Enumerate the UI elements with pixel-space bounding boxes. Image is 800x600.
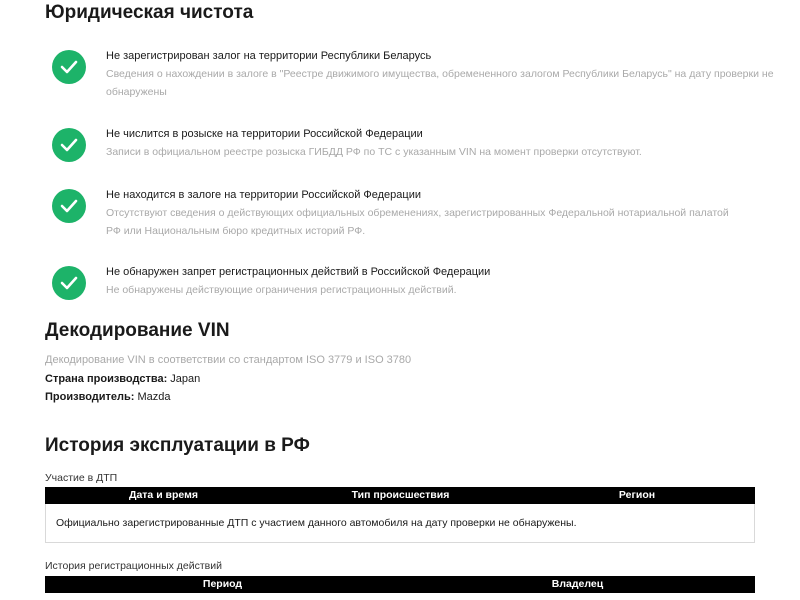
legal-section-title: Юридическая чистота (45, 2, 254, 23)
vin-maker-row (45, 389, 171, 405)
registrations-table-header (45, 576, 755, 593)
column-header-period: Период (202, 578, 243, 590)
check-item-pledge-rf (52, 187, 772, 243)
registrations-table-caption: История регистрационных действий (45, 560, 222, 572)
accidents-table (45, 487, 755, 543)
check-item-wanted-rf (52, 126, 772, 166)
check-item-description: Отсутствуют сведения о действующих официальных обременениях, зарегистрированных Федеральной нотариальной палатой РФ или Национальным бюро кредитных историй РФ. (106, 207, 729, 237)
vin-maker-value: Mazda (137, 391, 171, 403)
registrations-table (45, 576, 755, 593)
check-item-description: Не обнаружены действующие ограничения регистрационных действий. (106, 284, 457, 296)
column-header-datetime: Дата и время (128, 489, 199, 501)
column-header-region: Регион (618, 489, 656, 501)
column-header-incident-type: Тип происшествия (351, 489, 450, 501)
vin-standard-note: Декодирование VIN в соответствии со стандартом ISO 3779 и ISO 3780 (45, 354, 412, 366)
accidents-empty-message: Официально зарегистрированные ДТП с участием данного автомобиля на дату проверки не обнаружены. (45, 504, 755, 543)
check-icon (52, 50, 86, 84)
column-header-owner: Владелец (551, 578, 604, 590)
check-icon (52, 266, 86, 300)
accidents-table-caption: Участие в ДТП (45, 472, 118, 484)
vin-country-value: Japan (170, 373, 201, 385)
check-item-title: Не зарегистрирован залог на территории Республики Беларусь (106, 50, 432, 62)
check-item-title: Не числится в розыске на территории Российской Федерации (106, 128, 423, 140)
vin-country-row (45, 371, 200, 387)
check-item-belarus-pledge (52, 48, 772, 108)
check-item-description: Сведения о нахождении в залоге в "Реестре движимого имущества, обремененного залогом Республики Беларусь" на дату проверки не обнаружены (106, 68, 774, 98)
vin-section-title: Декодирование VIN (45, 320, 230, 341)
check-item-description: Записи в официальном реестре розыска ГИБДД РФ по ТС с указанным VIN на момент проверки отсутствуют. (106, 146, 642, 158)
check-icon (52, 189, 86, 223)
history-section-title: История эксплуатации в РФ (45, 435, 310, 456)
check-icon (52, 128, 86, 162)
check-item-registration-ban (52, 264, 772, 304)
accidents-table-header (45, 487, 755, 504)
check-item-title: Не находится в залоге на территории Российской Федерации (106, 189, 421, 201)
check-item-title: Не обнаружен запрет регистрационных действий в Российской Федерации (106, 266, 491, 278)
vin-maker-label: Производитель: (45, 391, 135, 403)
vin-country-label: Страна производства: (45, 373, 168, 385)
